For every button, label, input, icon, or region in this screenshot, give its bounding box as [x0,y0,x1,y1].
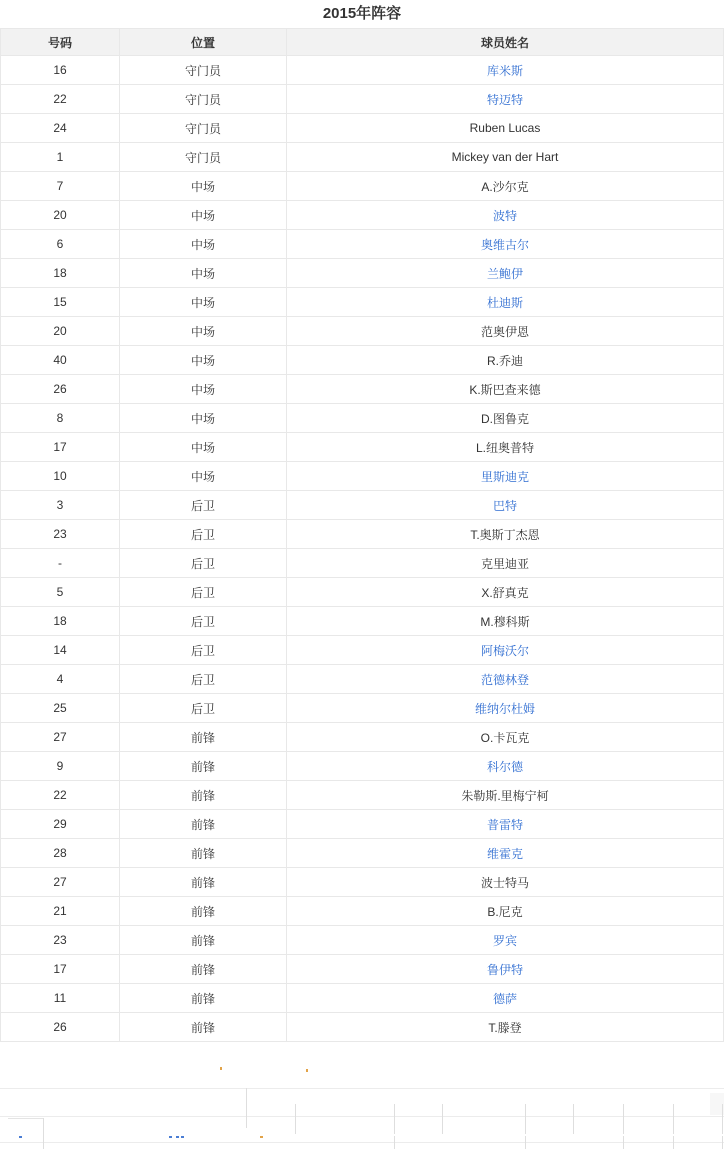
player-position: 前锋 [120,868,287,897]
table-row [1,752,724,781]
table-row [1,433,724,462]
player-number: 25 [1,694,120,723]
player-name-cell [287,317,724,346]
player-number: 18 [1,259,120,288]
player-number: 5 [1,578,120,607]
player-name: 波士特马 [480,875,529,890]
table-row [1,520,724,549]
player-position: 中场 [120,230,287,259]
artifact-tick [673,1104,674,1134]
player-name: 范奥伊恩 [480,324,529,339]
player-name-link[interactable]: 波特 [492,208,517,223]
player-number: 3 [1,491,120,520]
player-name: 朱勒斯.里梅宁柯 [461,788,549,803]
player-name-cell [287,897,724,926]
player-number: 20 [1,317,120,346]
player-name: T.滕登 [488,1020,522,1035]
player-position: 前锋 [120,781,287,810]
player-name-link[interactable]: 普雷特 [486,817,523,832]
table-row [1,665,724,694]
player-number: 17 [1,433,120,462]
player-position: 中场 [120,259,287,288]
player-name: L.纽奥普特 [475,440,534,455]
artifact-line [0,1116,724,1117]
player-position: 后卫 [120,607,287,636]
artifact-dot [169,1136,172,1138]
artifact-tick [295,1104,296,1134]
player-name-cell [287,404,724,433]
table-row [1,636,724,665]
player-name-cell [287,491,724,520]
player-position: 前锋 [120,810,287,839]
player-name: A.沙尔克 [481,179,529,194]
player-number: 24 [1,114,120,143]
table-row [1,85,724,114]
artifact-dot [176,1136,179,1138]
player-number: 23 [1,926,120,955]
artifact-tick [623,1104,624,1134]
artifact-line [8,1118,43,1119]
table-row [1,723,724,752]
player-number: 14 [1,636,120,665]
player-position: 前锋 [120,839,287,868]
player-name: R.乔迪 [486,353,523,368]
table-row [1,810,724,839]
player-name-cell [287,636,724,665]
player-name-cell [287,172,724,201]
player-name-link[interactable]: 维霍克 [486,846,523,861]
artifact-tick [623,1136,624,1149]
artifact-tick [246,1088,247,1128]
col-header-number: 号码 [1,29,120,56]
table-row [1,984,724,1013]
player-name-cell [287,288,724,317]
player-name-cell [287,520,724,549]
header-row [1,29,724,56]
player-position: 守门员 [120,56,287,85]
artifact-tick [525,1104,526,1134]
player-name-cell [287,839,724,868]
player-name: K.斯巴查来德 [469,382,541,397]
player-name: O.卡瓦克 [480,730,530,745]
artifact-dot [306,1069,308,1072]
player-position: 中场 [120,201,287,230]
artifact-tick [525,1136,526,1149]
player-position: 前锋 [120,926,287,955]
player-number: 18 [1,607,120,636]
player-name-cell [287,578,724,607]
table-row [1,839,724,868]
player-name: B.尼克 [487,904,523,919]
table-row [1,926,724,955]
player-number: 27 [1,723,120,752]
table-row [1,1013,724,1042]
player-number: 16 [1,56,120,85]
player-number: 8 [1,404,120,433]
table-row [1,404,724,433]
player-position: 后卫 [120,520,287,549]
table-row [1,955,724,984]
player-name-cell [287,346,724,375]
player-name-link[interactable]: 罗宾 [492,933,517,948]
artifact-tick [394,1136,395,1149]
table-row [1,114,724,143]
player-position: 后卫 [120,578,287,607]
player-name-cell [287,549,724,578]
player-position: 后卫 [120,636,287,665]
table-row [1,201,724,230]
player-position: 前锋 [120,955,287,984]
player-number: 22 [1,781,120,810]
roster-table [0,28,724,1042]
player-position: 守门员 [120,143,287,172]
player-name-link[interactable]: 兰鲍伊 [486,266,523,281]
player-position: 中场 [120,433,287,462]
table-row [1,288,724,317]
player-name-link[interactable]: 科尔德 [486,759,523,774]
player-position: 中场 [120,462,287,491]
player-number: 22 [1,85,120,114]
player-name-link[interactable]: 库米斯 [486,63,523,78]
player-name: Mickey van der Hart [451,150,559,164]
table-row [1,578,724,607]
roster-table-header [1,29,724,56]
player-name-cell [287,1013,724,1042]
table-row [1,230,724,259]
player-position: 守门员 [120,85,287,114]
player-number: - [1,549,120,578]
player-number: 11 [1,984,120,1013]
player-name-cell [287,375,724,404]
player-name-link[interactable]: 奥维古尔 [480,237,529,252]
player-position: 后卫 [120,491,287,520]
table-row [1,491,724,520]
player-position: 前锋 [120,723,287,752]
player-name-cell [287,433,724,462]
table-row [1,259,724,288]
player-position: 中场 [120,346,287,375]
table-row [1,868,724,897]
player-position: 前锋 [120,1013,287,1042]
player-number: 40 [1,346,120,375]
player-position: 中场 [120,375,287,404]
player-position: 中场 [120,404,287,433]
player-name-cell [287,201,724,230]
table-row [1,346,724,375]
player-name-cell [287,462,724,491]
table-row [1,56,724,85]
table-row [1,607,724,636]
table-row [1,375,724,404]
player-number: 26 [1,375,120,404]
table-row [1,897,724,926]
player-number: 26 [1,1013,120,1042]
player-name: X.舒真克 [481,585,529,600]
player-name-cell [287,607,724,636]
player-number: 20 [1,201,120,230]
player-number: 28 [1,839,120,868]
table-row [1,317,724,346]
player-name-cell [287,114,724,143]
player-number: 10 [1,462,120,491]
player-name: 克里迪亚 [480,556,529,571]
player-name: D.图鲁克 [480,411,529,426]
player-name-cell [287,752,724,781]
player-position: 后卫 [120,694,287,723]
player-number: 21 [1,897,120,926]
player-number: 1 [1,143,120,172]
table-row [1,694,724,723]
player-name-link[interactable]: 巴特 [492,498,517,513]
player-number: 6 [1,230,120,259]
player-name: M.穆科斯 [480,614,530,629]
artifact-line [0,1088,724,1089]
player-name-cell [287,926,724,955]
artifact-tick [722,1104,723,1134]
player-name-cell [287,868,724,897]
player-position: 中场 [120,288,287,317]
player-position: 后卫 [120,665,287,694]
player-name-link[interactable]: 维纳尔杜姆 [474,701,535,716]
col-header-position: 位置 [120,29,287,56]
roster-table-body [1,56,724,1042]
player-position: 前锋 [120,984,287,1013]
artifact-dot [220,1067,222,1070]
player-name-cell [287,56,724,85]
artifact-dot [260,1136,263,1138]
player-name-link[interactable]: 特迈特 [486,92,523,107]
table-row [1,549,724,578]
player-number: 29 [1,810,120,839]
player-number: 9 [1,752,120,781]
player-name-cell [287,694,724,723]
artifact-tick [394,1104,395,1134]
artifact-line [0,1142,724,1143]
player-name-link[interactable]: 鲁伊特 [486,962,523,977]
player-name-cell [287,85,724,114]
player-name: Ruben Lucas [469,121,541,135]
player-number: 17 [1,955,120,984]
player-name-link[interactable]: 阿梅沃尔 [480,643,529,658]
player-position: 前锋 [120,897,287,926]
player-name-cell [287,955,724,984]
player-name-link[interactable]: 范德林登 [480,672,529,687]
table-row [1,462,724,491]
artifact-dot [19,1136,22,1138]
player-position: 前锋 [120,752,287,781]
player-position: 中场 [120,317,287,346]
artifact-tick [673,1136,674,1149]
artifact-tick [722,1136,723,1149]
player-number: 27 [1,868,120,897]
player-number: 7 [1,172,120,201]
player-name: T.奥斯丁杰恩 [470,527,540,542]
player-name-cell [287,230,724,259]
player-name-cell [287,259,724,288]
player-name-cell [287,984,724,1013]
player-name-cell [287,665,724,694]
artifact-tick [43,1118,44,1149]
faded-artifact-region [0,1041,724,1149]
artifact-tick [442,1104,443,1134]
player-name-link[interactable]: 杜迪斯 [486,295,523,310]
player-number: 23 [1,520,120,549]
player-position: 后卫 [120,549,287,578]
table-row [1,172,724,201]
player-name-cell [287,143,724,172]
player-position: 中场 [120,172,287,201]
artifact-tick [573,1104,574,1134]
player-number: 4 [1,665,120,694]
player-number: 15 [1,288,120,317]
table-row [1,143,724,172]
col-header-name: 球员姓名 [287,29,724,56]
player-name-link[interactable]: 里斯迪克 [480,469,529,484]
table-row [1,781,724,810]
player-position: 守门员 [120,114,287,143]
player-name-cell [287,781,724,810]
player-name-cell [287,810,724,839]
player-name-cell [287,723,724,752]
page-title: 2015年阵容 [322,5,402,22]
player-name-link[interactable]: 德萨 [492,991,517,1006]
artifact-dot [181,1136,184,1138]
